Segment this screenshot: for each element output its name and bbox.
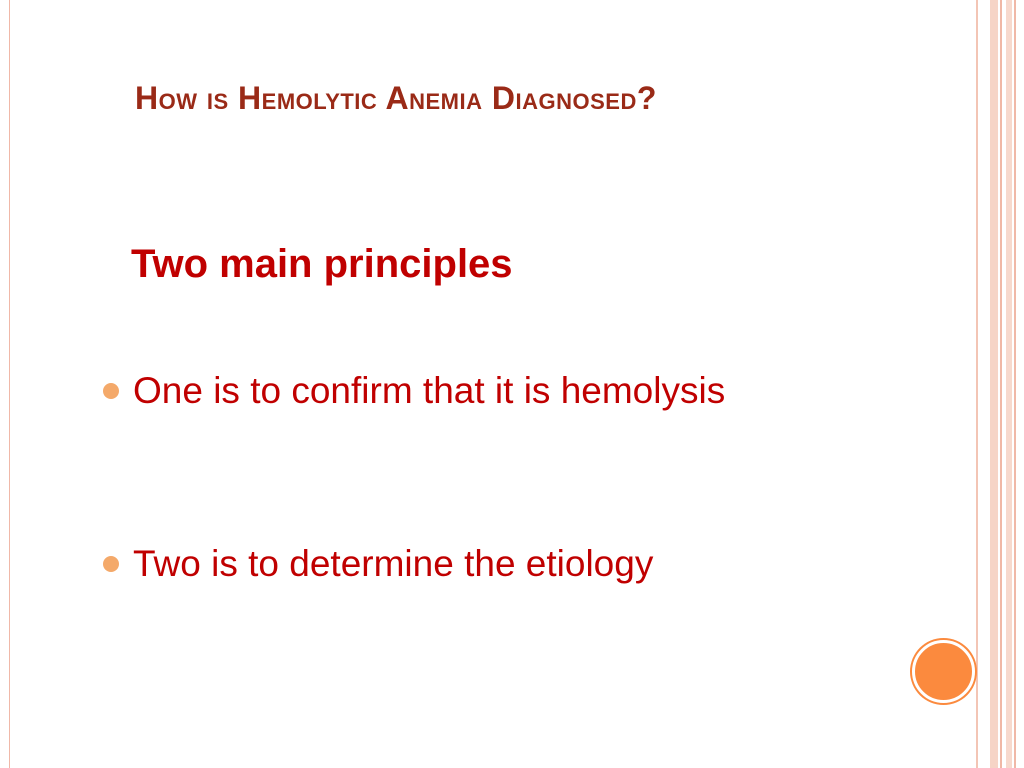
frame-stripe — [1006, 0, 1012, 768]
orange-circle-icon — [912, 640, 975, 703]
bullet-text: Two is to determine the etiology — [133, 543, 654, 584]
frame-stripe — [976, 0, 978, 768]
frame-stripe — [1015, 0, 1016, 768]
round-bullet-icon — [103, 556, 119, 572]
bullet-item — [103, 370, 725, 412]
frame-stripe — [990, 0, 998, 768]
bullet-item — [103, 543, 653, 585]
frame-stripe — [1000, 0, 1002, 768]
slide-subheading: Two main principles — [131, 242, 513, 286]
round-bullet-icon — [103, 383, 119, 399]
bullet-text: One is to confirm that it is hemolysis — [133, 370, 726, 411]
slide-title: How is Hemolytic Anemia Diagnosed? — [135, 80, 657, 116]
